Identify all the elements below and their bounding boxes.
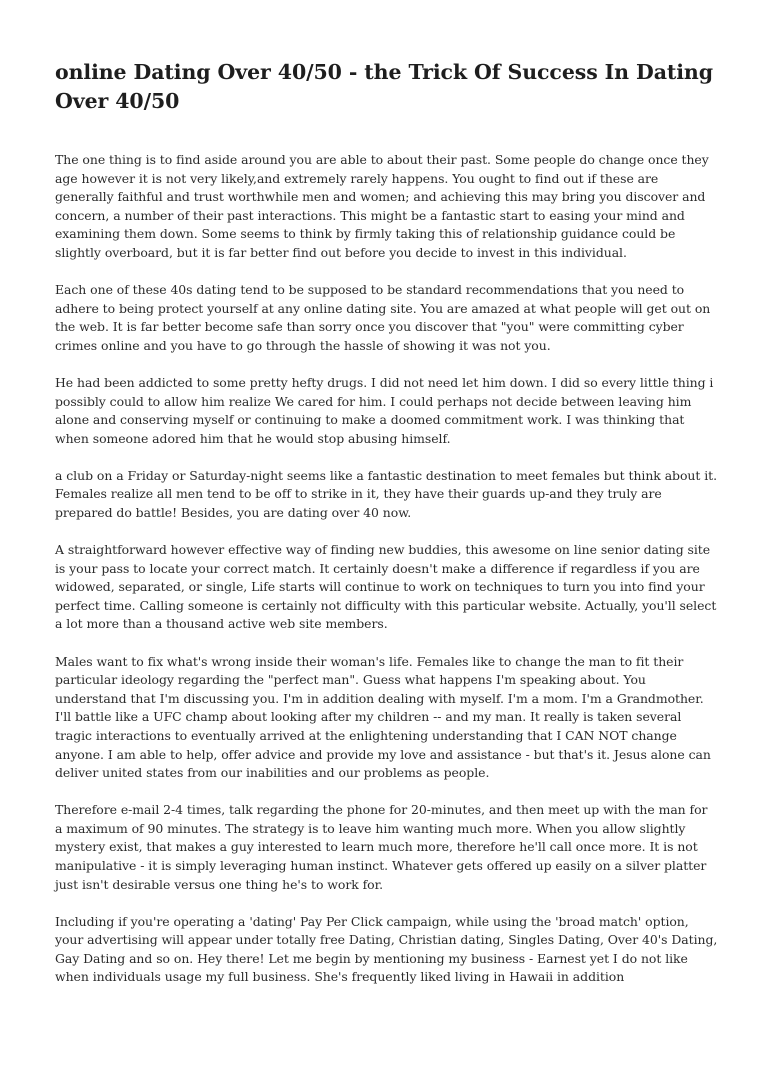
- paragraph-7: Therefore e-mail 2-4 times, talk regarding the phone for 20-minutes, and then meet up with the man for a maximum of 90 minutes. The strategy is to leave him wanting much more. When you allow slightly mystery exist, that makes a guy interested to learn much more, therefore he'll call once more. It is not manipulative - it is simply leveraging human instinct. Whatever gets offered up easily on a silver platter just isn't desirable versus one thing he's to work for.: [55, 802, 708, 892]
- document-body: [55, 151, 718, 987]
- paragraph-1: The one thing is to find aside around you are able to about their past. Some people do change once they age however it is not very likely,and extremely rarely happens. You ought to find out if these are generally faithful and trust worthwhile men and women; and achieving this may bring you discover and concern, a number of their past interactions. This might be a fantastic start to easing your mind and examining them down. Some seems to think by firmly taking this of relationship guidance could be slightly overboard, but it is far better find out before you decide to invest in this individual.: [55, 152, 709, 260]
- document-title: online Dating Over 40/50 - the Trick Of Success In Dating Over 40/50: [55, 60, 713, 113]
- paragraph-8: Including if you're operating a 'dating' Pay Per Click campaign, while using the 'broad match' option, your advertising will appear under totally free Dating, Christian dating, Singles Dating, Over 40's Dating, Gay Dating and so on. Hey there! Let me begin by mentioning my business - Earnest yet I do not like when individuals usage my full business. She's frequently liked living in Hawaii in addition: [55, 913, 718, 985]
- paragraph-6: Males want to fix what's wrong inside their woman's life. Females like to change the man to fit their particular ideology regarding the "perfect man". Guess what happens I'm speaking about. You understand that I'm discussing you. I'm in addition dealing with myself. I'm a mom. I'm a Grandmother. I'll battle like a UFC champ about looking after my children -- and my man. It really is taken several tragic interactions to eventually arrived at the enlightening understanding that I CAN NOT change anyone. I am able to help, offer advice and provide my love and assistance - but that's it. Jesus alone can deliver united states from our inabilities and our problems as people.: [55, 653, 711, 781]
- paragraph-2: Each one of these 40s dating tend to be supposed to be standard recommendations that you need to adhere to being protect yourself at any online dating site. You are amazed at what people will get out on the web. It is far better become safe than sorry once you discover that "you" were committing cyber crimes online and you have to go through the hassle of showing it was not you.: [55, 282, 711, 353]
- paragraph-4: a club on a Friday or Saturday-night seems like a fantastic destination to meet females but think about it. Females realize all men tend to be off to strike in it, they have their guards up-and they truly are prepared do battle! Besides, you are dating over 40 now.: [55, 467, 717, 520]
- paragraph-5: A straightforward however effective way of finding new buddies, this awesome on line senior dating site is your pass to locate your correct match. It certainly doesn't make a difference if regardless if you are widowed, separated, or single, Life starts will continue to work on techniques to turn you into find your perfect time. Calling someone is certainly not difficulty with this particular website. Actually, you'll select a lot more than a thousand active web site members.: [55, 542, 717, 632]
- paragraph-3: He had been addicted to some pretty hefty drugs. I did not need let him down. I did so every little thing i possibly could to allow him realize We cared for him. I could perhaps not decide between leaving him alone and conserving myself or continuing to make a doomed commitment work. I was thinking that when someone adored him that he would stop abusing himself.: [55, 374, 714, 446]
